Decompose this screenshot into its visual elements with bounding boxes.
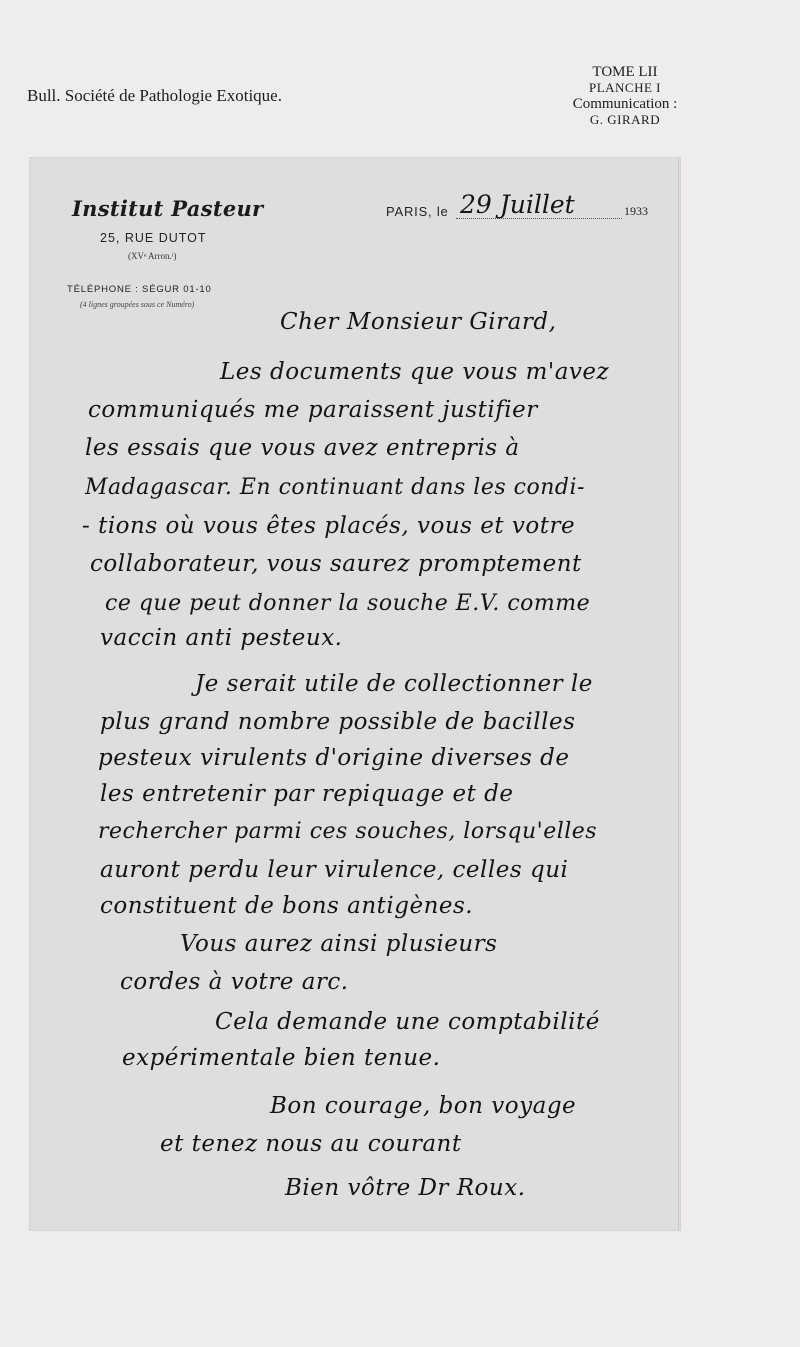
letter-line: les entretenir par repiquage et de xyxy=(100,781,514,807)
letter-line: Cela demande une comptabilité xyxy=(215,1009,600,1035)
letter-line: vaccin anti pesteux. xyxy=(100,625,343,651)
planche-label: PLANCHE I xyxy=(588,80,662,95)
signature: Bien vôtre Dr Roux. xyxy=(285,1175,526,1201)
letter-line: Les documents que vous m'avez xyxy=(220,359,610,385)
letterhead-phone-note: (4 lignes groupées sous ce Numéro) xyxy=(80,300,195,309)
letter-line: expérimentale bien tenue. xyxy=(122,1045,441,1071)
date-year: 1933 xyxy=(624,204,648,218)
letter-line: auront perdu leur virulence, celles qui xyxy=(100,857,569,883)
handwritten-date: 29 Juillet xyxy=(460,190,575,219)
letterhead-phone: TÉLÉPHONE : SÉGUR 01-10 xyxy=(67,284,212,295)
letterhead-district: (XVᵉ Arron.ᵗ) xyxy=(128,251,177,261)
letter-closing: Bon courage, bon voyage xyxy=(270,1093,577,1119)
letter-line: - tions où vous êtes placés, vous et votre xyxy=(82,513,576,539)
letter-line: constituent de bons antigènes. xyxy=(100,893,474,919)
letterhead-institution: Institut Pasteur xyxy=(72,196,264,221)
letter-line: Je serait utile de collectionner le xyxy=(195,671,593,697)
letter-line: Vous aurez ainsi plusieurs xyxy=(180,931,498,957)
dateline xyxy=(386,190,676,240)
communication-label: Communication : xyxy=(572,96,678,112)
letterhead-street: 25, RUE DUTOT xyxy=(100,231,207,245)
letter-closing: et tenez nous au courant xyxy=(160,1131,462,1157)
letter-line: communiqués me paraissent justifier xyxy=(88,397,538,423)
plate-reference xyxy=(555,64,695,128)
journal-title: Bull. Société de Pathologie Exotique. xyxy=(27,86,282,105)
plate-edge-line xyxy=(678,158,679,1230)
date-prefix: PARIS, le xyxy=(386,204,449,219)
letter-line: les essais que vous avez entrepris à xyxy=(85,435,520,461)
letter-line: ce que peut donner la souche E.V. comme xyxy=(105,591,591,616)
letter-line: pesteux virulents d'origine diverses de xyxy=(98,745,570,771)
letter-line: plus grand nombre possible de bacilles xyxy=(100,709,576,735)
letter-line: Madagascar. En continuant dans les condi- xyxy=(85,475,585,500)
salutation: Cher Monsieur Girard, xyxy=(280,309,557,335)
letter-line: rechercher parmi ces souches, lorsqu'elles xyxy=(98,819,598,844)
letter-plate xyxy=(30,158,680,1230)
author-label: G. GIRARD xyxy=(589,112,661,127)
letter-line: collaborateur, vous saurez promptement xyxy=(90,551,582,577)
tome-label: TOME LII xyxy=(592,64,658,80)
letter-line: cordes à votre arc. xyxy=(120,969,349,995)
